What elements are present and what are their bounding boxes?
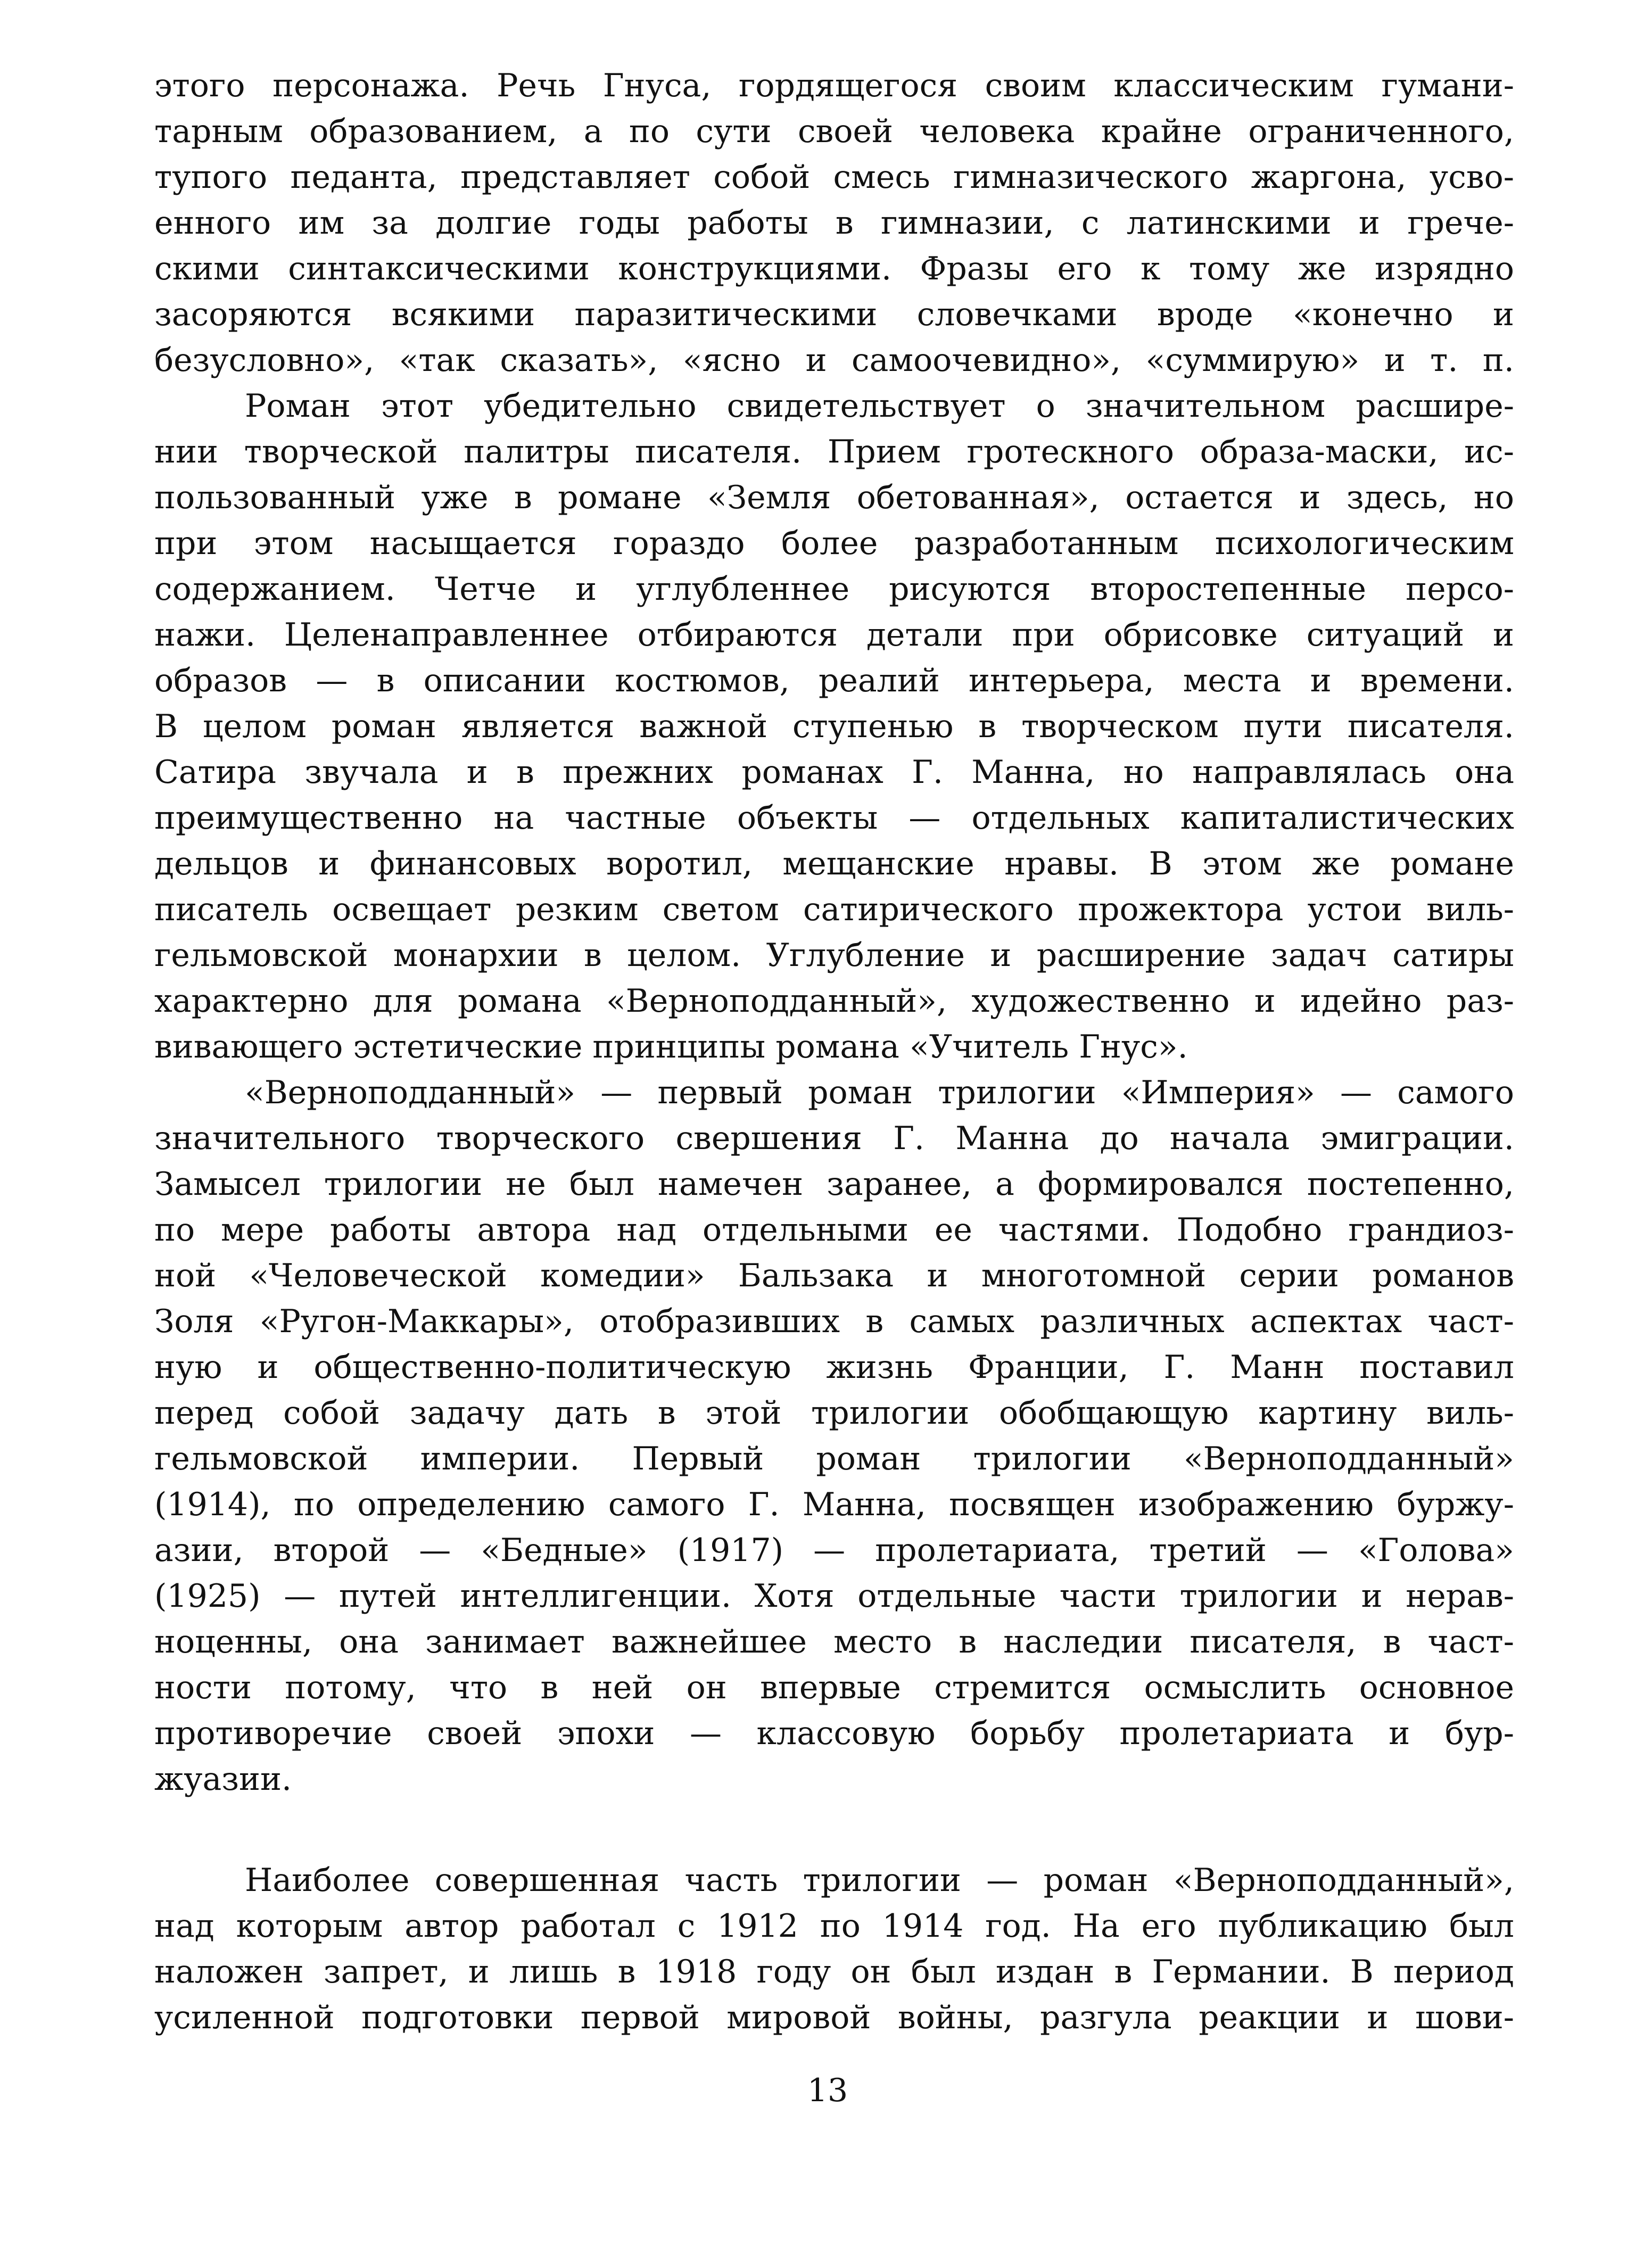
- text-line: В целом роман является важной ступенью в творческом пути писателя.: [154, 708, 1514, 745]
- text-line: ности потому, что в ней он впервые стремится осмыслить основное: [154, 1669, 1514, 1706]
- text-line: Наиболее совершенная часть трилогии — роман «Верноподданный»,: [245, 1862, 1514, 1899]
- text-line: енного им за долгие годы работы в гимназии, с латинскими и грече-: [154, 204, 1514, 242]
- text-line: при этом насыщается гораздо более разработанным психологическим: [154, 525, 1514, 562]
- text-line: (1914), по определению самого Г. Манна, посвящен изображению буржу-: [154, 1486, 1514, 1523]
- text-line: вивающего эстетические принципы романа «Учитель Гнус».: [154, 1028, 1188, 1066]
- text-line: характерно для романа «Верноподданный», художественно и идейно раз-: [154, 982, 1514, 1020]
- text-line: нажи. Целенаправленнее отбираются детали при обрисовке ситуаций и: [154, 616, 1514, 654]
- text-line: этого персонажа. Речь Гнуса, гордящегося своим классическим гумани-: [154, 67, 1514, 104]
- text-line: гельмовской монархии в целом. Углубление и расширение задач сатиры: [154, 937, 1514, 974]
- text-line: безусловно», «так сказать», «ясно и самоочевидно», «суммирую» и т. п.: [154, 342, 1514, 379]
- text-line: Замысел трилогии не был намечен заранее, а формировался постепенно,: [154, 1166, 1514, 1203]
- text-line: скими синтаксическими конструкциями. Фразы его к тому же изрядно: [154, 250, 1514, 287]
- text-line: «Верноподданный» — первый роман трилогии «Империя» — самого: [245, 1074, 1514, 1111]
- text-line: (1925) — путей интеллигенции. Хотя отдельные части трилогии и нерав-: [154, 1578, 1514, 1615]
- text-line: дельцов и финансовых воротил, мещанские нравы. В этом же романе: [154, 845, 1514, 882]
- text-line: значительного творческого свершения Г. Манна до начала эмиграции.: [154, 1120, 1514, 1157]
- text-line: жуазии.: [154, 1761, 292, 1798]
- text-line: преимущественно на частные объекты — отдельных капиталистических: [154, 799, 1514, 837]
- text-line: образов — в описании костюмов, реалий интерьера, места и времени.: [154, 662, 1514, 699]
- text-line: над которым автор работал с 1912 по 1914 год. На его публикацию был: [154, 1907, 1514, 1945]
- text-line: ной «Человеческой комедии» Бальзака и многотомной серии романов: [154, 1257, 1514, 1294]
- text-line: усиленной подготовки первой мировой войны, разгула реакции и шови-: [154, 1999, 1514, 2036]
- text-line: нии творческой палитры писателя. Прием гротескного образа-маски, ис-: [154, 433, 1514, 470]
- text-line: тупого педанта, представляет собой смесь гимназического жаргона, усво-: [154, 159, 1514, 196]
- text-line: пользованный уже в романе «Земля обетованная», остается и здесь, но: [154, 479, 1514, 516]
- text-line: тарным образованием, а по сути своей человека крайне ограниченного,: [154, 113, 1514, 150]
- text-line: азии, второй — «Бедные» (1917) — пролетариата, третий — «Голова»: [154, 1532, 1514, 1569]
- text-line: Золя «Ругон-Маккары», отобразивших в самых различных аспектах част-: [154, 1303, 1514, 1340]
- text-line: писатель освещает резким светом сатирического прожектора устои виль-: [154, 891, 1514, 928]
- text-line: наложен запрет, и лишь в 1918 году он был издан в Германии. В период: [154, 1953, 1514, 1991]
- text-line: ную и общественно-политическую жизнь Франции, Г. Манн поставил: [154, 1349, 1514, 1386]
- text-line: гельмовской империи. Первый роман трилогии «Верноподданный»: [154, 1440, 1514, 1477]
- text-line: Сатира звучала и в прежних романах Г. Манна, но направлялась она: [154, 754, 1514, 791]
- text-line: по мере работы автора над отдельными ее частями. Подобно грандиоз-: [154, 1211, 1514, 1249]
- text-line: Роман этот убедительно свидетельствует о значительном расшире-: [245, 387, 1514, 425]
- text-line: содержанием. Четче и углубленнее рисуются второстепенные персо-: [154, 571, 1514, 608]
- text-line: противоречие своей эпохи — классовую борьбу пролетариата и бур-: [154, 1715, 1514, 1752]
- text-line: перед собой задачу дать в этой трилогии обобщающую картину виль-: [154, 1394, 1514, 1432]
- page-number: 13: [807, 2072, 848, 2109]
- text-line: ноценны, она занимает важнейшее место в наследии писателя, в част-: [154, 1623, 1514, 1661]
- text-line: засоряются всякими паразитическими словечками вроде «конечно и: [154, 296, 1514, 333]
